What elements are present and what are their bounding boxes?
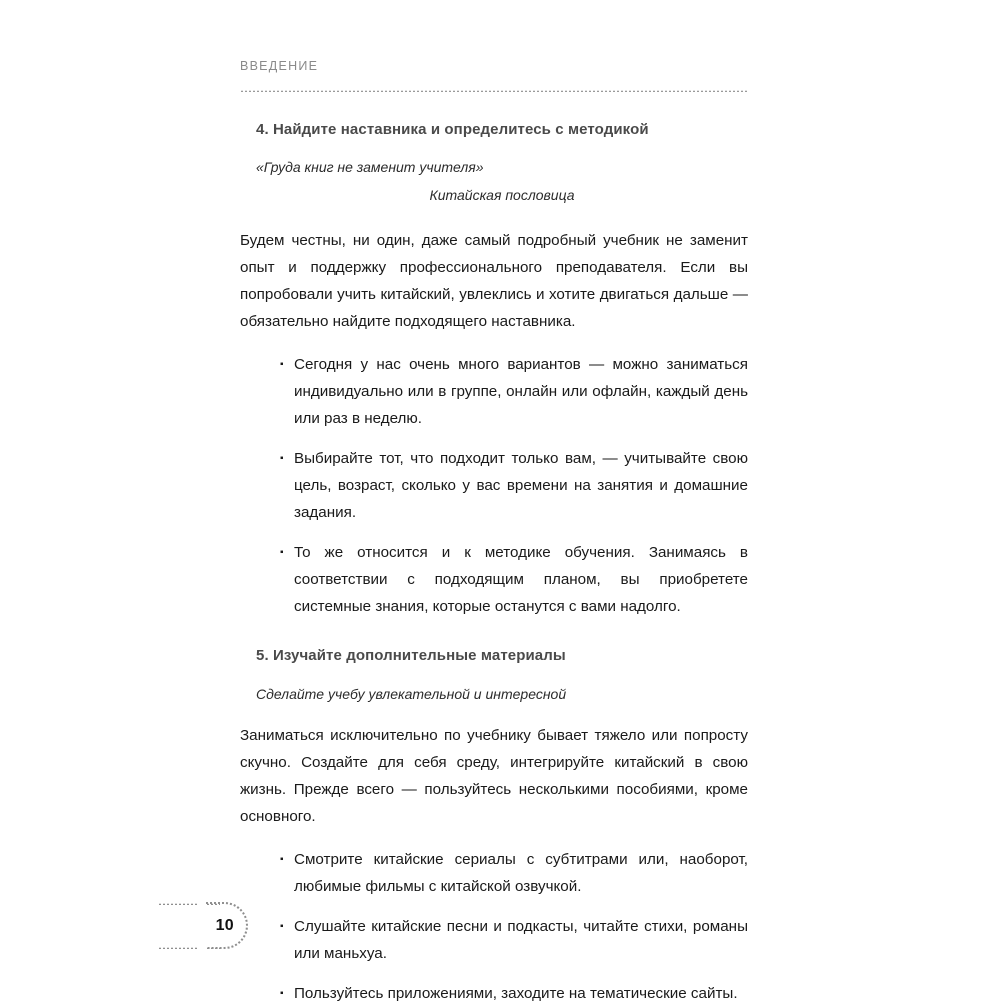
- section-5-subtitle: Сделайте учебу увлекательной и интересной: [256, 685, 567, 702]
- text-column: [240, 120, 748, 1007]
- list-item: [240, 980, 748, 1007]
- list-item-text: Выбирайте тот, что подходит только вам, — учитывайте свою цель, возраст, сколько у вас времени на занятия и домашние задания.: [294, 450, 748, 522]
- section-4-bullet-list: [240, 351, 748, 620]
- square-bullet-icon: ▪: [280, 988, 284, 1000]
- square-bullet-icon: ▪: [280, 921, 284, 933]
- list-item-text: Смотрите китайские сериалы с субтитрами или, наоборот, любимые фильмы с китайской озвучкой.: [294, 851, 748, 896]
- list-item-text: Слушайте китайские песни и подкасты, читайте стихи, романы или маньхуа.: [294, 918, 748, 963]
- list-item-text: То же относится и к методике обучения. Занимаясь в соответствии с подходящим планом, вы приобретете системные знания, которые останутся с вами надолго.: [294, 544, 748, 616]
- square-bullet-icon: ▪: [280, 854, 284, 866]
- page-number-badge: [158, 902, 248, 949]
- header-dotted-rule: [240, 89, 748, 92]
- list-item-text: Сегодня у нас очень много вариантов — можно заниматься индивидуально или в группе, онлайн или офлайн, каждый день или раз в неделю.: [294, 356, 748, 428]
- section-4-paragraph: Будем честны, ни один, даже самый подробный учебник не заменит опыт и поддержку профессионального преподавателя. Если вы попробовали учить китайский, увлеклись и хотите двигаться дальше — обязательно найдите подходящего наставника.: [240, 232, 748, 331]
- list-item: [240, 913, 748, 967]
- section-5-paragraph: Заниматься исключительно по учебнику бывает тяжело или попросту скучно. Создайте для себя среду, интегрируйте китайский в свою жизнь. Прежде всего — пользуйтесь несколькими пособиями, кроме основного.: [240, 727, 748, 826]
- section-heading-5: 5. Изучайте дополнительные материалы: [256, 647, 566, 665]
- epigraph-quote: «Груда книг не заменит учителя»: [256, 159, 484, 176]
- list-item: [240, 351, 748, 432]
- page-number: 10: [215, 916, 234, 934]
- epigraph-attribution: Китайская пословица: [429, 186, 575, 203]
- square-bullet-icon: ▪: [280, 547, 284, 559]
- square-bullet-icon: ▪: [280, 359, 284, 371]
- list-item: [240, 445, 748, 526]
- square-bullet-icon: ▪: [280, 453, 284, 465]
- running-header-label: ВВЕДЕНИЕ: [240, 59, 319, 73]
- section-5-bullet-list: [240, 846, 748, 1007]
- list-item: [240, 539, 748, 620]
- running-header: [240, 60, 748, 73]
- list-item-text: Пользуйтесь приложениями, заходите на тематические сайты.: [294, 985, 738, 1003]
- section-heading-4: 4. Найдите наставника и определитесь с методикой: [256, 121, 649, 138]
- list-item: [240, 846, 748, 900]
